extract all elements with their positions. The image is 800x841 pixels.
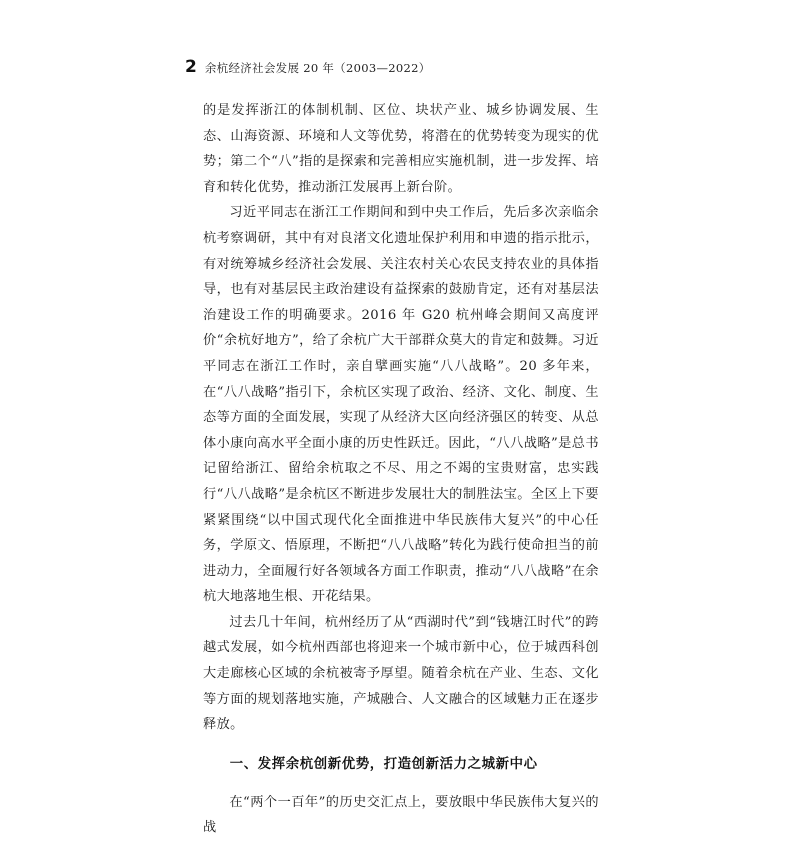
running-title: 余杭经济社会发展 20 年（2003—2022） [204,61,431,75]
paragraph-xi-jinping-visits: 习近平同志在浙江工作期间和到中央工作后，先后多次亲临余杭考察调研，其中有对良渚文化遗址保护利用和申遗的指示批示，有对统筹城乡经济社会发展、关注农村关心农民支持农业的具体指导，也有对基层民主政治建设有益探索的鼓励肯定，还有对基层法治建设工作的明确要求。2016 年 G20 杭州峰会期间又高度评价“余杭好地方”，给了余杭广大干部群众莫大的肯定和鼓舞。习近平同志在浙江工作时，亲自擘画实施“八八战略”。20 多年来，在“八八战略”指引下，余杭区实现了政治、经济、文化、制度、生态等方面的全面发展，实现了从经济大区向经济强区的转变、从总体小康向高水平全面小康的历史性跃迁。因此，“八八战略”是总书记留给浙江、留给余杭取之不尽、用之不竭的宝贵财富，忠实践行“八八战略”是余杭区不断进步发展壮大的制胜法宝。全区上下要紧紧围绕“以中国式现代化全面推进中华民族伟大复兴”的中心任务，学原文、悟原理，不断把“八八战略”转化为践行使命担当的前进动力，全面履行好各领域各方面工作职责，推动“八八战略”在余杭大地落地生根、开花结果。 [203,205,599,605]
paragraph-hangzhou-development: 过去几十年间，杭州经历了从“西湖时代”到“钱塘江时代”的跨越式发展，如今杭州西部也将迎来一个城市新中心，位于城西科创大走廊核心区域的余杭被寄予厚望。随着余杭在产业、生态、文化等方面的规划落地实施，产城融合、人文融合的区域魅力正在逐步释放。 [203,614,599,733]
running-header [185,57,431,79]
page-number: 2 [185,57,197,77]
paragraph-closing: 在“两个一百年”的历史交汇点上，要放眼中华民族伟大复兴的战 [203,794,599,836]
paragraph-continued: 的是发挥浙江的体制机制、区位、块状产业、城乡协调发展、生态、山海资源、环境和人文等优势，将潜在的优势转变为现实的优势；第二个“八”指的是探索和完善相应实施机制，进一步发挥、培育和转化优势，推动浙江发展再上新台阶。 [203,103,599,195]
section-heading: 一、发挥余杭创新优势，打造创新活力之城新中心 [229,756,538,772]
body-text [203,98,599,841]
